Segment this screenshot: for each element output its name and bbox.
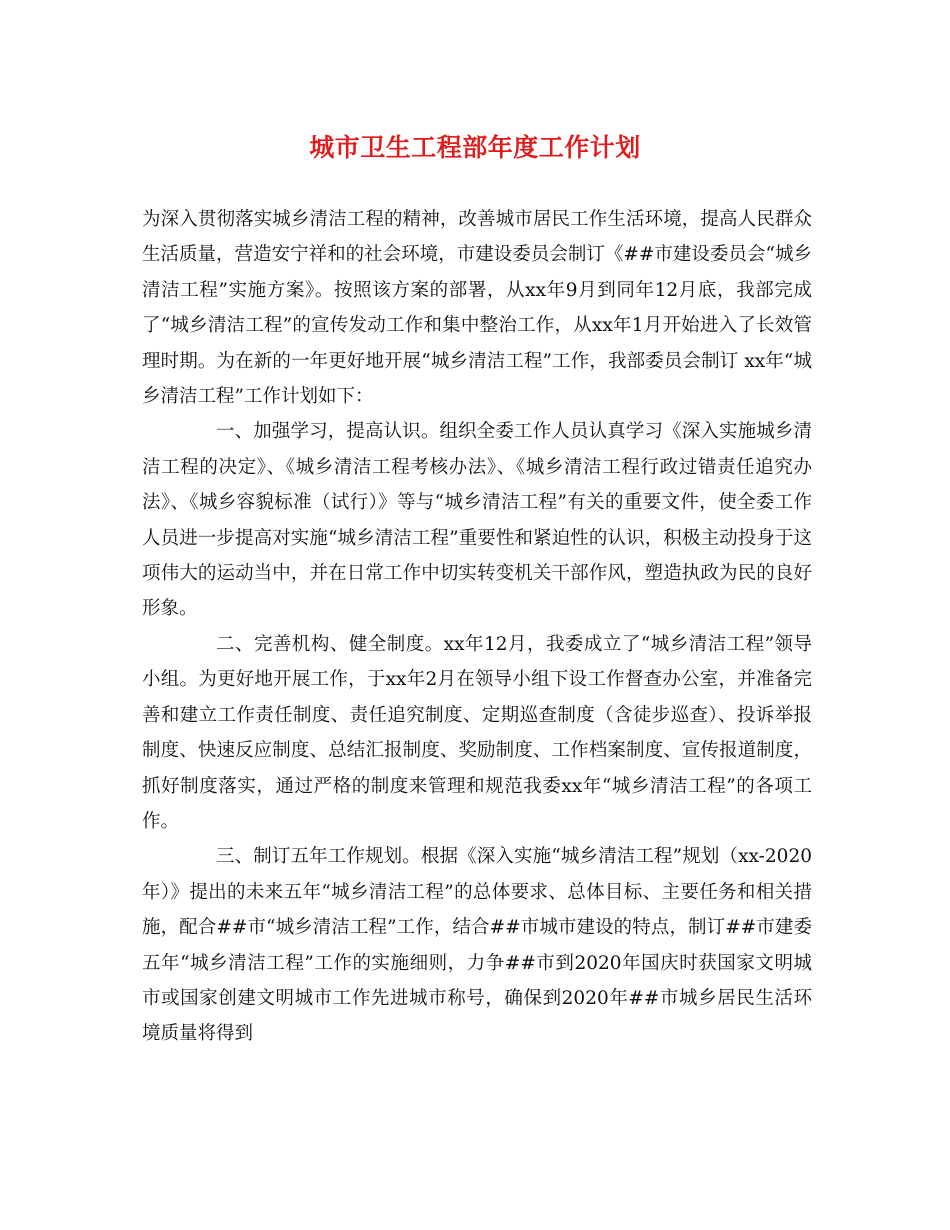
document-body [142, 202, 812, 1052]
intro-paragraph: 为深入贯彻落实城乡清洁工程的精神，改善城市居民工作生活环境，提高人民群众生活质量，营造安宁祥和的社会环境，市建设委员会制订《##市建设委员会“城乡清洁工程”实施方案》。按照该方案的部署，从xx年9月到同年12月底，我部完成了“城乡清洁工程”的宣传发动工作和集中整治工作，从xx年1月开始进入了长效管理时期。为在新的一年更好地开展“城乡清洁工程”工作，我部委员会制订 xx年“城乡清洁工程”工作计划如下： [142, 209, 812, 408]
section-three-paragraph: 三、制订五年工作规划。根据《深入实施“城乡清洁工程”规划（xx-2020年）》提出的未来五年“城乡清洁工程”的总体要求、总体目标、主要任务和相关措施，配合##市“城乡清洁工程”工作，结合##市城市建设的特点，制订##市建委五年“城乡清洁工程”工作的实施细则，力争##市到2020年国庆时获国家文明城市或国家创建文明城市工作先进城市称号，确保到2020年##市城乡居民生活环境质量将得到 [142, 846, 812, 1045]
section-one-paragraph: 一、加强学习，提高认识。组织全委工作人员认真学习《深入实施城乡清洁工程的决定》、《城乡清洁工程考核办法》、《城乡清洁工程行政过错责任追究办法》、《城乡容貌标准（试行）》等与“城乡清洁工程”有关的重要文件，使全委工作人员进一步提高对实施“城乡清洁工程”重要性和紧迫性的认识，积极主动投身于这项伟大的运动当中，并在日常工作中切实转变机关干部作风，塑造执政为民的良好形象。 [142, 421, 812, 620]
section-two-paragraph: 二、完善机构、健全制度。xx年12月，我委成立了“城乡清洁工程”领导小组。为更好地开展工作，于xx年2月在领导小组下设工作督查办公室，并准备完善和建立工作责任制度、责任追究制度、定期巡查制度（含徒步巡查）、投诉举报制度、快速反应制度、总结汇报制度、奖励制度、工作档案制度、宣传报道制度，抓好制度落实，通过严格的制度来管理和规范我委xx年“城乡清洁工程”的各项工作。 [142, 633, 812, 832]
document-title: 城市卫生工程部年度工作计划 [309, 133, 641, 162]
